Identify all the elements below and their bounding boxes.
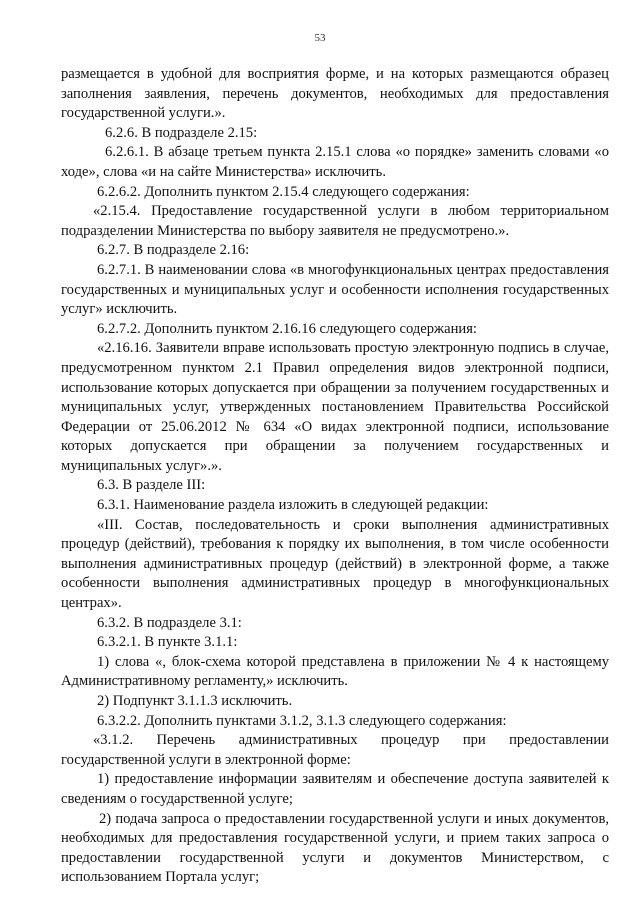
paragraph: «III. Состав, последовательность и сроки выполнения административных процедур (действий), требования к порядку их выполнения, в том числе особенности выполнения административных процедур (действий) в электронной форме, а также особенности выполнения административных процедур в многофункциональных центрах». xyxy=(61,516,609,612)
paragraph: 6.3.2. В подразделе 3.1: xyxy=(97,614,242,631)
paragraph: 2) Подпункт 3.1.1.3 исключить. xyxy=(97,693,293,709)
paragraph: 6.2.6.2. Дополнить пунктом 2.15.4 следующего содержания: xyxy=(97,183,470,200)
document-body xyxy=(61,65,609,888)
paragraph: размещается в удобной для восприятия форме, и на которых размещаются образец заполнения заявления, перечень документов, необходимых для предоставления государственной услуги.». xyxy=(61,66,609,122)
paragraph: 6.3. В разделе III: xyxy=(97,477,206,494)
paragraph: «2.16.16. Заявители вправе использовать простую электронную подпись в случае, предусмотренном пунктом 2.1 Правил определения видов электронной подписи, использование которых допускается при обращении за получением государственных и муниципальных услуг, утвержденных постановлением Правительства Российской Федерации от 25.06.2012 № 634 «О видах электронной подписи, использование которых допускается при обращении за получением государственных и муниципальных услуг».». xyxy=(61,340,609,474)
paragraph: 6.3.1. Наименование раздела изложить в следующей редакции: xyxy=(97,497,489,514)
paragraph: 6.3.2.2. Дополнить пунктами 3.1.2, 3.1.3 следующего содержания: xyxy=(97,712,507,729)
paragraph: 1) слова «, блок-схема которой представлена в приложении № 4 к настоящему Административному регламенту,» исключить. xyxy=(61,653,609,690)
paragraph: 6.3.2.1. В пункте 3.1.1: xyxy=(97,634,238,651)
paragraph: 1) предоставление информации заявителям и обеспечение доступа заявителей к сведениям о государственной услуге; xyxy=(61,771,609,807)
paragraph: 2) подача запроса о предоставлении государственной услуги и иных документов, необходимых для предоставления государственной услуги, и прием таких запроса о предоставлении государственной услуги и документов Министерством, с использованием Портала услуг; xyxy=(61,810,609,886)
paragraph: 6.2.7.2. Дополнить пунктом 2.16.16 следующего содержания: xyxy=(97,320,477,337)
page-number: 53 xyxy=(314,32,326,44)
paragraph: «3.1.2. Перечень административных процедур при предоставлении государственной услуги в электронной форме: xyxy=(61,732,609,768)
paragraph: 6.2.6. В подразделе 2.15: xyxy=(105,124,258,141)
paragraph: 6.2.7. В подразделе 2.16: xyxy=(97,242,250,259)
paragraph: «2.15.4. Предоставление государственной услуги в любом территориальном подразделении Министерства по выбору заявителя не предусмотрено.». xyxy=(61,203,609,239)
paragraph: 6.2.6.1. В абзаце третьем пункта 2.15.1 слова «о порядке» заменить словами «о ходе», слова «и на сайте Министерства» исключить. xyxy=(61,144,609,180)
paragraph: 6.2.7.1. В наименовании слова «в многофункциональных центрах предоставления государственных и муниципальных услуг и особенности исполнения государственных услуг» исключить. xyxy=(61,261,609,318)
